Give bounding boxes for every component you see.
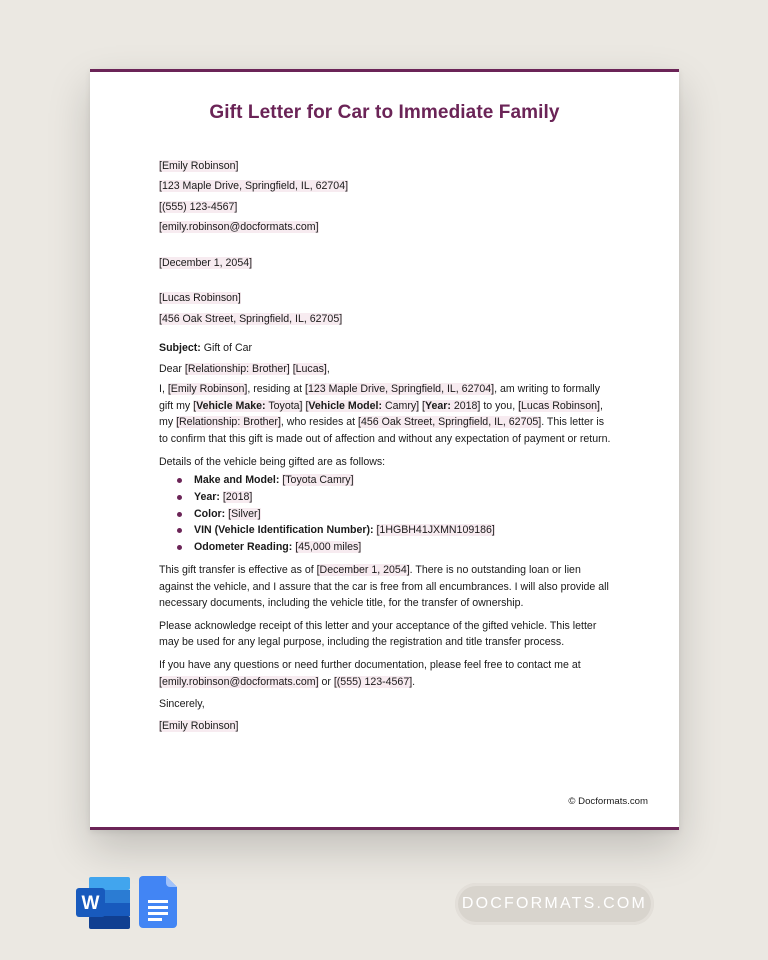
docformats-brand-badge: DOCFORMATS.COM: [455, 883, 654, 925]
subject-line: Subject: Gift of Car: [159, 342, 253, 355]
salutation: Dear [Relationship: Brother] [Lucas],: [159, 362, 330, 375]
microsoft-word-icon: [76, 877, 130, 929]
paragraph-gift-statement: I, [Emily Robinson], residing at [123 Maple Drive, Springfield, IL, 62704], am writing to formally gift my [Vehicle Make: Toyota] [Vehicle Model: Camry] [Year: 2018] to you, [Lucas Robinson], my [Relationship: Brother], who resides at [456 Oak Street, Springfield, IL, 62705]. This letter is to confirm that this gift is made out of affection and without any expectation of payment or return.: [159, 383, 611, 445]
vehicle-details-list: [159, 472, 614, 556]
letter-document: [90, 69, 679, 830]
list-item: VIN (Vehicle Identification Number): [1HGBH41JXMN109186]: [159, 522, 614, 539]
svg-text:W: W: [81, 893, 100, 914]
letter-date: [December 1, 2054]: [159, 256, 253, 269]
recipient-name: [Lucas Robinson]: [159, 292, 241, 305]
sender-name: [Emily Robinson]: [159, 160, 239, 172]
paragraph-transfer-terms: This gift transfer is effective as of [December 1, 2054]. There is no outstanding loan or lien against the vehicle, and I assure that the car is free from all encumbrances. I will also provide all necessary documents, including the vehicle title, for the transfer of ownership.: [159, 564, 609, 610]
list-item: Odometer Reading: [45,000 miles]: [159, 539, 614, 556]
letter-body: [159, 158, 614, 734]
google-docs-icon: [139, 876, 177, 928]
copyright-credit: © Docformats.com: [568, 796, 648, 807]
list-item: Year: [2018]: [159, 489, 614, 506]
details-intro: Details of the vehicle being gifted are as follows:: [159, 455, 386, 468]
sender-address: [123 Maple Drive, Springfield, IL, 62704]: [159, 180, 349, 193]
sender-phone: [(555) 123-4567]: [159, 200, 238, 213]
recipient-address: [456 Oak Street, Springfield, IL, 62705]: [159, 312, 343, 325]
signature-name: [Emily Robinson]: [159, 719, 239, 732]
paragraph-contact: If you have any questions or need further documentation, please feel free to contact me at [emily.robinson@docformats.com] or [(555) 123-4567].: [159, 659, 581, 688]
sender-email: [emily.robinson@docformats.com]: [159, 221, 319, 234]
document-title: Gift Letter for Car to Immediate Family: [209, 102, 560, 123]
paragraph-acknowledgement: Please acknowledge receipt of this letter and your acceptance of the gifted vehicle. This letter may be used for any legal purpose, including the registration and title transfer process.: [159, 619, 597, 649]
list-item: Make and Model: [Toyota Camry]: [159, 472, 614, 489]
closing: Sincerely,: [159, 698, 205, 711]
list-item: Color: [Silver]: [159, 506, 614, 523]
